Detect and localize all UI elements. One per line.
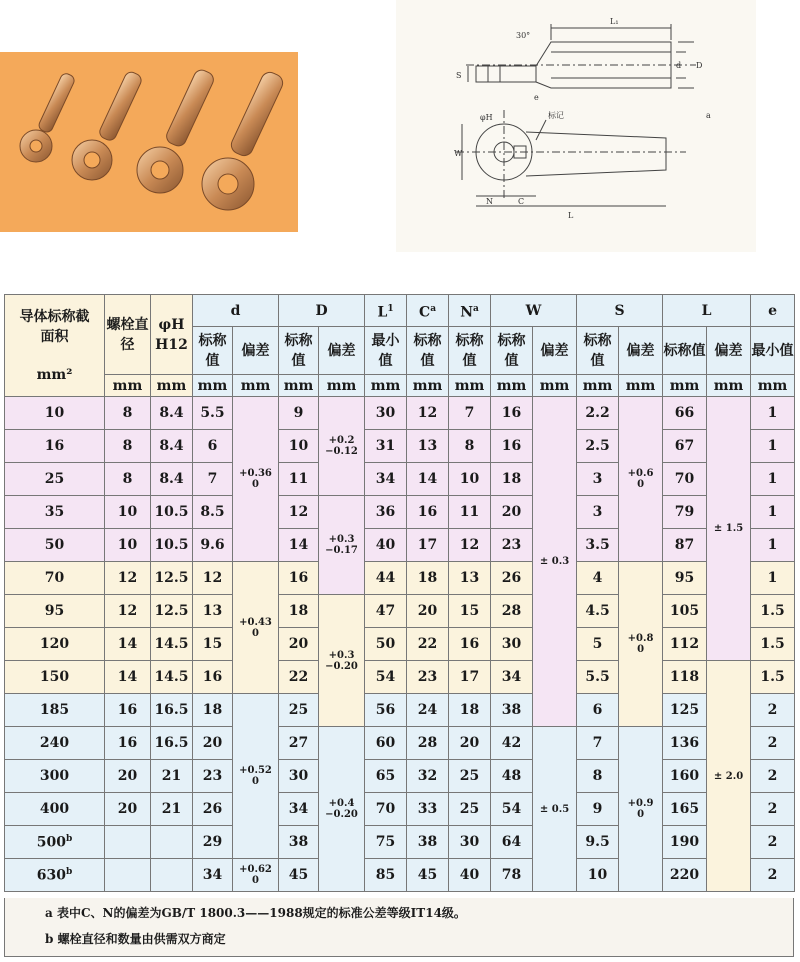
cell-area: 120 [5, 628, 105, 661]
cell-d: 26 [193, 793, 233, 826]
sub-S-nominal: 标称值 [577, 327, 619, 375]
cell-C: 33 [407, 793, 449, 826]
cell-S: 6 [577, 694, 619, 727]
cell-L1: 36 [365, 496, 407, 529]
cell-D: 11 [279, 463, 319, 496]
table-row [5, 628, 795, 661]
lug-1 [20, 72, 76, 162]
table-row [5, 595, 795, 628]
cell-d: 18 [193, 694, 233, 727]
cell-W: 28 [491, 595, 533, 628]
sub-d-nominal: 标称值 [193, 327, 233, 375]
drawing-L: L [568, 211, 574, 220]
cell-C: 13 [407, 430, 449, 463]
cell-bolt: 8 [105, 463, 151, 496]
lug-2 [72, 70, 143, 180]
cell-e: 2 [751, 859, 795, 892]
cell-bolt: 16 [105, 727, 151, 760]
cell-area: 70 [5, 562, 105, 595]
col-C: $C^a$ [407, 295, 449, 327]
cell-W: 48 [491, 760, 533, 793]
tolerance-D: +0.4 −0.20 [319, 727, 365, 892]
cell-L: 95 [663, 562, 707, 595]
cell-L1: 75 [365, 826, 407, 859]
cell-W: 16 [491, 397, 533, 430]
cell-L: 165 [663, 793, 707, 826]
cell-D: 10 [279, 430, 319, 463]
cell-bolt [105, 826, 151, 859]
cell-e: 2 [751, 826, 795, 859]
drawing-S: S [456, 71, 462, 80]
cell-phiH: 21 [151, 793, 193, 826]
cell-e: 1 [751, 562, 795, 595]
cell-L: 190 [663, 826, 707, 859]
cell-bolt: 10 [105, 529, 151, 562]
sub-C-nominal: 标称值 [407, 327, 449, 375]
cell-L1: 30 [365, 397, 407, 430]
col-D: D [279, 295, 365, 327]
sub-S-tol: 偏差 [619, 327, 663, 375]
cell-phiH: 8.4 [151, 430, 193, 463]
cell-d: 29 [193, 826, 233, 859]
cell-d: 34 [193, 859, 233, 892]
drawing-corner-mark: a [706, 111, 711, 120]
cell-N: 7 [449, 397, 491, 430]
sub-D-tol: 偏差 [319, 327, 365, 375]
cell-C: 23 [407, 661, 449, 694]
cell-area: 300 [5, 760, 105, 793]
cell-L1: 70 [365, 793, 407, 826]
cell-N: 20 [449, 727, 491, 760]
cell-S: 3 [577, 463, 619, 496]
cell-d: 9.6 [193, 529, 233, 562]
cell-e: 1 [751, 529, 795, 562]
tolerance-L: ± 1.5 [707, 397, 751, 661]
cell-C: 24 [407, 694, 449, 727]
cell-W: 16 [491, 430, 533, 463]
cell-D: 12 [279, 496, 319, 529]
note-b: b 螺栓直径和数量由供需双方商定 [45, 932, 226, 946]
cell-C: 45 [407, 859, 449, 892]
cell-W: 42 [491, 727, 533, 760]
cell-phiH: 12.5 [151, 595, 193, 628]
table-row [5, 859, 795, 892]
cell-area: 630$^b$ [5, 859, 105, 892]
col-S: S [577, 295, 663, 327]
cell-W: 54 [491, 793, 533, 826]
sub-L-nominal: 标称值 [663, 327, 707, 375]
sub-e-min: 最小值 [751, 327, 795, 375]
col-d: d [193, 295, 279, 327]
cell-d: 12 [193, 562, 233, 595]
cell-W: 23 [491, 529, 533, 562]
cell-W: 64 [491, 826, 533, 859]
cell-S: 8 [577, 760, 619, 793]
product-photo [0, 52, 298, 232]
cell-bolt: 14 [105, 661, 151, 694]
col-L: L [663, 295, 751, 327]
cell-e: 2 [751, 793, 795, 826]
cell-area: 150 [5, 661, 105, 694]
cell-S: 10 [577, 859, 619, 892]
cell-D: 25 [279, 694, 319, 727]
lug-drawing [396, 0, 756, 252]
col-cross-section: 导体标称截面积 mm² [5, 295, 105, 397]
col-e: e [751, 295, 795, 327]
tolerance-D: +0.3 −0.17 [319, 496, 365, 595]
col-bolt: 螺栓直径 [105, 295, 151, 375]
sub-D-nominal: 标称值 [279, 327, 319, 375]
cell-phiH [151, 859, 193, 892]
col-phiH: φH H12 [151, 295, 193, 375]
cell-S: 3 [577, 496, 619, 529]
cell-e: 2 [751, 727, 795, 760]
cell-D: 18 [279, 595, 319, 628]
cell-e: 2 [751, 694, 795, 727]
cell-D: 14 [279, 529, 319, 562]
table-row [5, 661, 795, 694]
cell-phiH: 10.5 [151, 496, 193, 529]
cell-e: 1 [751, 397, 795, 430]
cell-L: 112 [663, 628, 707, 661]
cell-W: 78 [491, 859, 533, 892]
table-row [5, 562, 795, 595]
cell-d: 8.5 [193, 496, 233, 529]
sub-W-nominal: 标称值 [491, 327, 533, 375]
cell-N: 10 [449, 463, 491, 496]
cell-bolt: 20 [105, 760, 151, 793]
copper-lugs-image [0, 52, 298, 232]
tolerance-d: +0.36 0 [233, 397, 279, 562]
table-row [5, 496, 795, 529]
cell-d: 7 [193, 463, 233, 496]
cell-bolt: 16 [105, 694, 151, 727]
cell-N: 16 [449, 628, 491, 661]
col-N: $N^a$ [449, 295, 491, 327]
tolerance-D: +0.3 −0.20 [319, 595, 365, 727]
table-row [5, 430, 795, 463]
cell-N: 18 [449, 694, 491, 727]
cell-L: 87 [663, 529, 707, 562]
cell-L1: 85 [365, 859, 407, 892]
cell-e: 1.5 [751, 595, 795, 628]
dimension-table-wrap [4, 294, 794, 892]
cell-C: 20 [407, 595, 449, 628]
table-row [5, 727, 795, 760]
cell-S: 4 [577, 562, 619, 595]
cell-N: 11 [449, 496, 491, 529]
cell-L: 70 [663, 463, 707, 496]
table-row [5, 397, 795, 430]
cell-L1: 60 [365, 727, 407, 760]
cell-C: 17 [407, 529, 449, 562]
cell-d: 16 [193, 661, 233, 694]
cell-N: 8 [449, 430, 491, 463]
cell-N: 40 [449, 859, 491, 892]
cell-phiH: 8.4 [151, 463, 193, 496]
drawing-d: d [676, 61, 682, 70]
cell-bolt: 14 [105, 628, 151, 661]
cell-L1: 47 [365, 595, 407, 628]
cell-S: 9 [577, 793, 619, 826]
cell-C: 32 [407, 760, 449, 793]
cell-d: 6 [193, 430, 233, 463]
sub-L-tol: 偏差 [707, 327, 751, 375]
tolerance-S: +0.9 0 [619, 727, 663, 892]
drawing-C: C [518, 197, 525, 206]
cell-D: 38 [279, 826, 319, 859]
drawing-N: N [486, 197, 493, 206]
cell-N: 30 [449, 826, 491, 859]
cell-phiH: 16.5 [151, 727, 193, 760]
cell-d: 13 [193, 595, 233, 628]
cell-D: 27 [279, 727, 319, 760]
cell-N: 12 [449, 529, 491, 562]
cell-e: 1 [751, 430, 795, 463]
cell-D: 34 [279, 793, 319, 826]
cell-L: 66 [663, 397, 707, 430]
cell-C: 22 [407, 628, 449, 661]
tolerance-d: +0.62 0 [233, 859, 279, 892]
cell-area: 10 [5, 397, 105, 430]
cell-bolt: 10 [105, 496, 151, 529]
cell-L1: 65 [365, 760, 407, 793]
col-L1: $L^1$ [365, 295, 407, 327]
cell-d: 15 [193, 628, 233, 661]
cell-C: 14 [407, 463, 449, 496]
cell-L1: 50 [365, 628, 407, 661]
cell-e: 1 [751, 496, 795, 529]
cell-C: 12 [407, 397, 449, 430]
cell-L: 160 [663, 760, 707, 793]
cell-bolt: 12 [105, 595, 151, 628]
cell-phiH: 14.5 [151, 661, 193, 694]
cell-D: 22 [279, 661, 319, 694]
cell-area: 400 [5, 793, 105, 826]
cell-bolt [105, 859, 151, 892]
cell-W: 26 [491, 562, 533, 595]
cell-W: 34 [491, 661, 533, 694]
cell-C: 16 [407, 496, 449, 529]
cell-bolt: 12 [105, 562, 151, 595]
cell-area: 95 [5, 595, 105, 628]
cell-N: 17 [449, 661, 491, 694]
cell-bolt: 8 [105, 430, 151, 463]
cell-L: 105 [663, 595, 707, 628]
cell-L: 220 [663, 859, 707, 892]
drawing-phiH: φH [480, 113, 493, 122]
cell-N: 25 [449, 793, 491, 826]
cell-S: 7 [577, 727, 619, 760]
cell-phiH: 21 [151, 760, 193, 793]
table-row [5, 694, 795, 727]
cell-W: 30 [491, 628, 533, 661]
cell-L1: 40 [365, 529, 407, 562]
cell-phiH [151, 826, 193, 859]
cell-N: 13 [449, 562, 491, 595]
cell-C: 18 [407, 562, 449, 595]
table-row [5, 463, 795, 496]
cell-area: 35 [5, 496, 105, 529]
note-a: a 表中C、N的偏差为GB/T 1800.3——1988规定的标准公差等级IT14级。 [45, 906, 466, 920]
cell-L1: 44 [365, 562, 407, 595]
cell-C: 28 [407, 727, 449, 760]
cell-S: 9.5 [577, 826, 619, 859]
technical-drawing [396, 0, 756, 252]
cell-L: 136 [663, 727, 707, 760]
cell-L1: 56 [365, 694, 407, 727]
sub-W-tol: 偏差 [533, 327, 577, 375]
cell-e: 1.5 [751, 661, 795, 694]
cell-d: 5.5 [193, 397, 233, 430]
drawing-W: W [454, 149, 463, 158]
drawing-angle: 30° [516, 31, 531, 40]
cell-D: 20 [279, 628, 319, 661]
drawing-L1: L₁ [610, 17, 619, 26]
dimension-table [4, 294, 795, 892]
drawing-D: D [696, 61, 703, 70]
cell-D: 30 [279, 760, 319, 793]
tolerance-L: ± 2.0 [707, 661, 751, 892]
cell-D: 45 [279, 859, 319, 892]
cell-phiH: 10.5 [151, 529, 193, 562]
cell-area: 500$^b$ [5, 826, 105, 859]
cell-D: 16 [279, 562, 319, 595]
cell-S: 2.2 [577, 397, 619, 430]
cell-W: 38 [491, 694, 533, 727]
drawing-e: e [534, 93, 539, 102]
cell-e: 2 [751, 760, 795, 793]
cell-L1: 31 [365, 430, 407, 463]
cell-N: 15 [449, 595, 491, 628]
cell-d: 20 [193, 727, 233, 760]
cell-phiH: 12.5 [151, 562, 193, 595]
cell-C: 38 [407, 826, 449, 859]
cell-L: 118 [663, 661, 707, 694]
cell-e: 1 [751, 463, 795, 496]
cell-L: 79 [663, 496, 707, 529]
drawing-mark: 标记 [548, 111, 564, 120]
cell-S: 5.5 [577, 661, 619, 694]
tolerance-W: ± 0.5 [533, 727, 577, 892]
cell-d: 23 [193, 760, 233, 793]
cell-area: 50 [5, 529, 105, 562]
cell-phiH: 14.5 [151, 628, 193, 661]
sub-N-nominal: 标称值 [449, 327, 491, 375]
table-row [5, 826, 795, 859]
cell-L: 67 [663, 430, 707, 463]
cell-S: 4.5 [577, 595, 619, 628]
tolerance-d: +0.52 0 [233, 694, 279, 859]
cell-D: 9 [279, 397, 319, 430]
col-W: W [491, 295, 577, 327]
table-row [5, 529, 795, 562]
table-row [5, 760, 795, 793]
table-notes [4, 898, 794, 957]
table-row [5, 793, 795, 826]
tolerance-D: +0.2 −0.12 [319, 397, 365, 496]
cell-area: 185 [5, 694, 105, 727]
cell-W: 18 [491, 463, 533, 496]
sub-L1-min: 最小值 [365, 327, 407, 375]
cell-phiH: 16.5 [151, 694, 193, 727]
sub-d-tol: 偏差 [233, 327, 279, 375]
cell-L1: 54 [365, 661, 407, 694]
cell-L1: 34 [365, 463, 407, 496]
lug-4 [202, 69, 286, 210]
cell-N: 25 [449, 760, 491, 793]
cell-area: 16 [5, 430, 105, 463]
cell-W: 20 [491, 496, 533, 529]
cell-bolt: 20 [105, 793, 151, 826]
cell-L: 125 [663, 694, 707, 727]
cell-phiH: 8.4 [151, 397, 193, 430]
cell-e: 1.5 [751, 628, 795, 661]
tolerance-W: ± 0.3 [533, 397, 577, 727]
units-row: mm mm mm mm mm mm mm mm mm mm mm mm mm mm mm mm [5, 375, 795, 397]
cell-bolt: 8 [105, 397, 151, 430]
cell-S: 2.5 [577, 430, 619, 463]
cell-area: 240 [5, 727, 105, 760]
cell-S: 3.5 [577, 529, 619, 562]
cell-S: 5 [577, 628, 619, 661]
tolerance-d: +0.43 0 [233, 562, 279, 694]
table-body [5, 397, 795, 892]
cell-area: 25 [5, 463, 105, 496]
tolerance-S: +0.6 0 [619, 397, 663, 562]
tolerance-S: +0.8 0 [619, 562, 663, 727]
